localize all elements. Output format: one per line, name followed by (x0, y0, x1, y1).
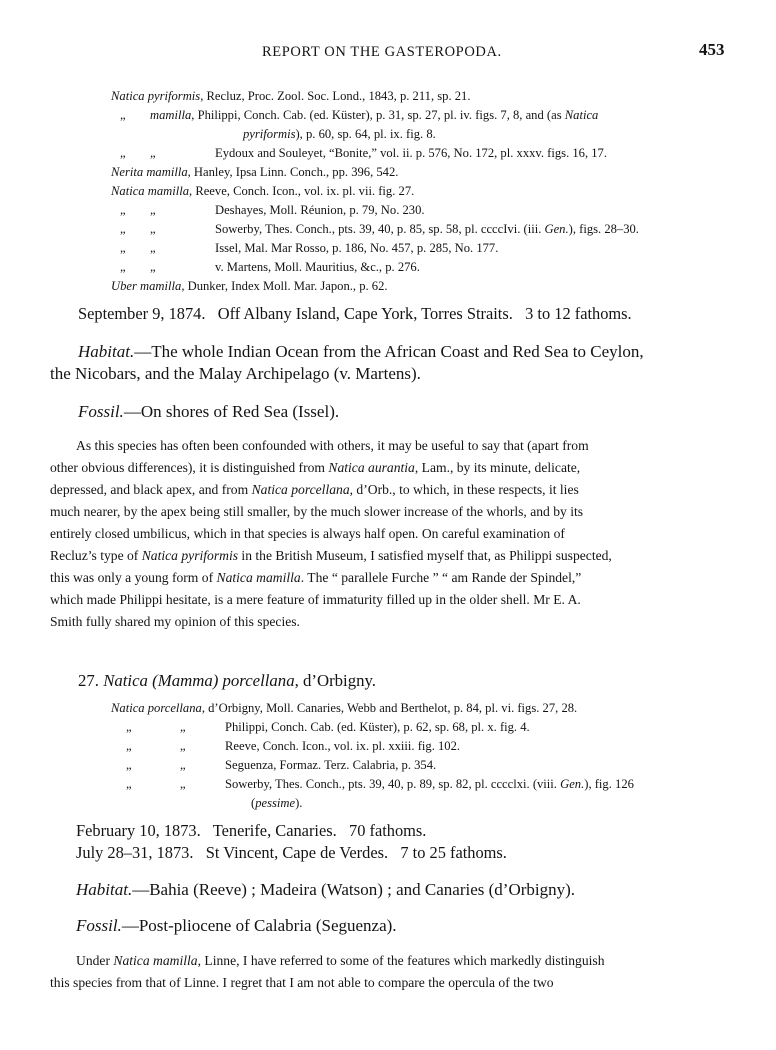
fossil-label: Fossil. (76, 916, 122, 935)
habitat-label: Habitat. (78, 342, 135, 361)
habitat-line: Habitat.—The whole Indian Ocean from the African Coast and Red Sea to Ceylon, (78, 342, 644, 361)
synonymy-line: Nerita mamilla, Hanley, Ipsa Linn. Conch., pp. 396, 542. (111, 165, 399, 179)
station-record: February 10, 1873. Tenerife, Canaries. 70 fathoms. (76, 821, 427, 840)
synonymy-line: „ „ Eydoux and Souleyet, “Bonite,” vol. ii. p. 576, No. 172, pl. xxxv. figs. 16, 17. (120, 146, 608, 160)
fossil-label: Fossil. (78, 402, 124, 421)
paragraph-line: this species from that of Linne. I regret that I am not able to compare the opercula of the two (50, 975, 554, 990)
synonymy-line: pyriformis), p. 60, sp. 64, pl. ix. fig. 8. (243, 127, 436, 141)
synonymy-line: „ „ Sowerby, Thes. Conch., pts. 39, 40, p. 85, sp. 58, pl. ccccIvi. (iii. Gen.), figs. 28–30. (120, 222, 639, 236)
paragraph-line: much nearer, by the apex being still smaller, by the much slower increase of the whorls, and by its (50, 504, 584, 519)
station-record: July 28–31, 1873. St Vincent, Cape de Verdes. 7 to 25 fathoms. (76, 843, 507, 862)
habitat-line: Habitat.—Bahia (Reeve) ; Madeira (Watson) ; and Canaries (d’Orbigny). (76, 880, 576, 899)
species-heading: 27. Natica (Mamma) porcellana, d’Orbigny. (78, 671, 377, 690)
paragraph-line: As this species has often been confounded with others, it may be useful to say that (apart from (76, 438, 589, 453)
fossil-line: Fossil.—On shores of Red Sea (Issel). (78, 402, 340, 421)
synonymy-line: „ „ Sowerby, Thes. Conch., pts. 39, 40, p. 89, sp. 82, pl. cccclxi. (viii. Gen.), fig. 126 (126, 777, 634, 791)
synonymy-line: Natica pyriformis, Recluz, Proc. Zool. Soc. Lond., 1843, p. 211, sp. 21. (111, 89, 471, 103)
synonymy-line: „ „ Reeve, Conch. Icon., vol. ix. pl. xxiii. fig. 102. (126, 739, 461, 753)
synonymy-line: „ „ v. Martens, Moll. Mauritius, &c., p. 276. (120, 260, 420, 274)
synonymy-line: Uber mamilla, Dunker, Index Moll. Mar. Japon., p. 62. (111, 279, 388, 293)
synonymy-line: „ „ Seguenza, Formaz. Terz. Calabria, p. 354. (126, 758, 437, 772)
synonymy-line: (pessime). (251, 796, 303, 810)
paragraph-line: Recluz’s type of Natica pyriformis in the British Museum, I satisfied myself that, as Philippi suspected, (50, 548, 612, 563)
page-header (0, 40, 776, 68)
habitat-label: Habitat. (76, 880, 133, 899)
page-number: 453 (699, 40, 725, 59)
paragraph-line: which made Philippi hesitate, is a mere feature of immaturity filled up in the older shell. Mr E. A. (50, 592, 581, 607)
synonymy-line: Natica porcellana, d’Orbigny, Moll. Canaries, Webb and Berthelot, p. 84, pl. vi. figs. 27, 28. (111, 701, 578, 715)
habitat-line: the Nicobars, and the Malay Archipelago (v. Martens). (50, 364, 421, 383)
paragraph-line: Under Natica mamilla, Linne, I have referred to some of the features which markedly distinguish (76, 953, 605, 968)
synonymy-line: „ „ Philippi, Conch. Cab. (ed. Küster), p. 62, sp. 68, pl. x. fig. 4. (126, 720, 530, 734)
station-record: September 9, 1874. Off Albany Island, Cape York, Torres Straits. 3 to 12 fathoms. (78, 304, 632, 323)
synonymy-line: „ „ Issel, Mal. Mar Rosso, p. 186, No. 457, p. 285, No. 177. (120, 241, 499, 255)
paragraph-line: Smith fully shared my opinion of this species. (50, 614, 300, 629)
paragraph-line: entirely closed umbilicus, which in that species is always half open. On careful examination of (50, 526, 565, 541)
fossil-line: Fossil.—Post-pliocene of Calabria (Seguenza). (76, 916, 397, 935)
synonymy-line: „ „ Deshayes, Moll. Réunion, p. 79, No. 230. (120, 203, 425, 217)
paragraph-line: this was only a young form of Natica mamilla. The “ parallele Furche ” “ am Rande der Spindel,” (50, 570, 582, 585)
paragraph-line: depressed, and black apex, and from Natica porcellana, d’Orb., to which, in these respects, it lies (50, 482, 579, 497)
synonymy-line: „ mamilla, Philippi, Conch. Cab. (ed. Küster), p. 31, sp. 27, pl. iv. figs. 7, 8, and (as Natica (120, 108, 599, 122)
synonymy-line: Natica mamilla, Reeve, Conch. Icon., vol. ix. pl. vii. fig. 27. (111, 184, 415, 198)
paragraph-line: other obvious differences), it is distinguished from Natica aurantia, Lam., by its minute, delicate, (50, 460, 581, 475)
running-head: REPORT ON THE GASTEROPODA. (262, 44, 502, 60)
